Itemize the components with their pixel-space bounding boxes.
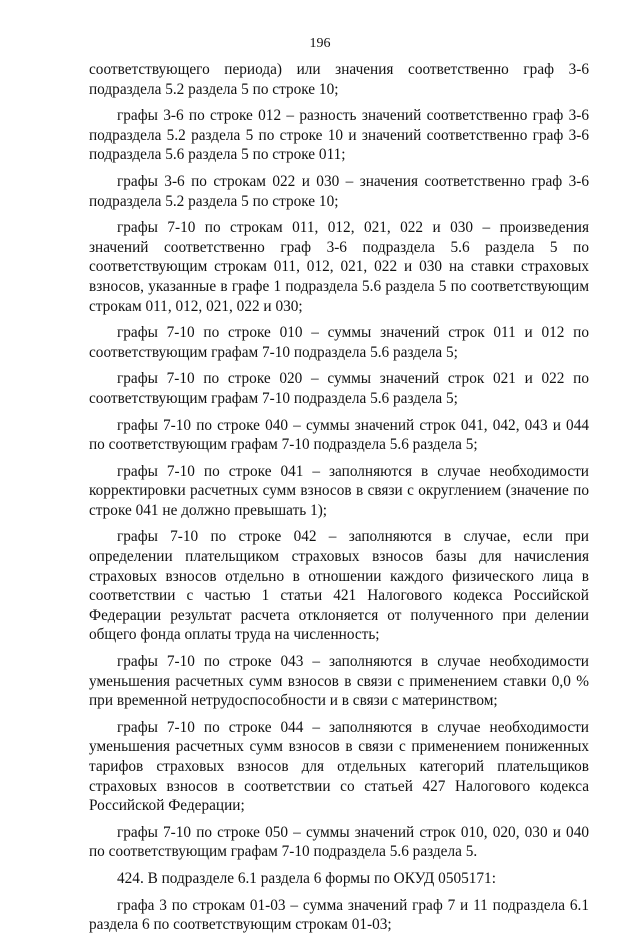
section-heading-paragraph: 424. В подразделе 6.1 раздела 6 формы по ОКУД 0505171:	[117, 869, 496, 887]
paragraph: соответствующего периода) или значения соответственно граф 3-6 подраздела 5.2 раздела 5 по строке 10;	[89, 61, 589, 98]
paragraph: графы 7-10 по строке 020 – суммы значений строк 021 и 022 по соответствующим графам 7-10 подраздела 5.6 раздела 5;	[89, 370, 589, 407]
paragraph: графы 7-10 по строке 050 – суммы значений строк 010, 020, 030 и 040 по соответствующим графам 7-10 подраздела 5.6 раздела 5.	[89, 823, 589, 861]
paragraph: графы 7-10 по строке 044 – заполняются в случае необходимости уменьшения расчетных сумм взносов в связи с применением пониженных тарифов страховых взносов для отдельных категорий плательщиков страховых взносов в соответствии со статьей 427 Налогового кодекса Российской Федерации;	[89, 718, 589, 815]
paragraph: графы 7-10 по строке 040 – суммы значений строк 041, 042, 043 и 044 по соответствующим графам 7-10 подраздела 5.6 раздела 5;	[89, 416, 589, 454]
paragraph: графы 3-6 по строкам 022 и 030 – значения соответственно граф 3-6 подраздела 5.2 раздела 5 по строке 10;	[89, 172, 589, 210]
paragraph: графа 3 по строкам 01-03 – сумма значений граф 7 и 11 подраздела 6.1 раздела 6 по соответствующим строкам 01-03;	[89, 896, 589, 934]
paragraph: графы 7-10 по строке 042 – заполняются в случае, если при определении плательщиком страховых взносов базы для начисления страховых взносов отдельно в отношении каждого физического лица в соответствии с частью 1 статьи 421 Налогового кодекса Российской Федерации результат расчета отклоняется от полученного при делении общего фонда оплаты труда на численность;	[89, 528, 589, 644]
paragraph: графы 7-10 по строке 010 – суммы значений строк 011 и 012 по соответствующим графам 7-10 подраздела 5.6 раздела 5;	[89, 324, 589, 361]
paragraph: графы 3-6 по строке 012 – разность значений соответственно граф 3-6 подраздела 5.2 раздела 5 по строке 10 и значений соответственно граф 3-6 подраздела 5.6 раздела 5 по строке 011;	[89, 107, 589, 164]
document-body	[89, 60, 589, 942]
paragraph: графы 7-10 по строкам 011, 012, 021, 022 и 030 – произведения значений соответственно граф 3-6 подраздела 5.6 раздела 5 по соответствующим строкам 011, 012, 021, 022 и 030 на ставки страховых взносов, указанные в графе 1 подраздела 5.6 раздела 5 по соответствующим строкам 011, 012, 021, 022 и 030;	[89, 219, 589, 315]
page-number: 196	[309, 36, 331, 51]
paragraph: графы 7-10 по строке 041 – заполняются в случае необходимости корректировки расчетных сумм взносов в связи с округлением (значение по строке 041 не должно превышать 1);	[89, 462, 589, 519]
paragraph: графы 7-10 по строке 043 – заполняются в случае необходимости уменьшения расчетных сумм взносов в связи с применением ставки 0,0 % при временной нетрудоспособности и в связи с материнством;	[89, 653, 589, 710]
